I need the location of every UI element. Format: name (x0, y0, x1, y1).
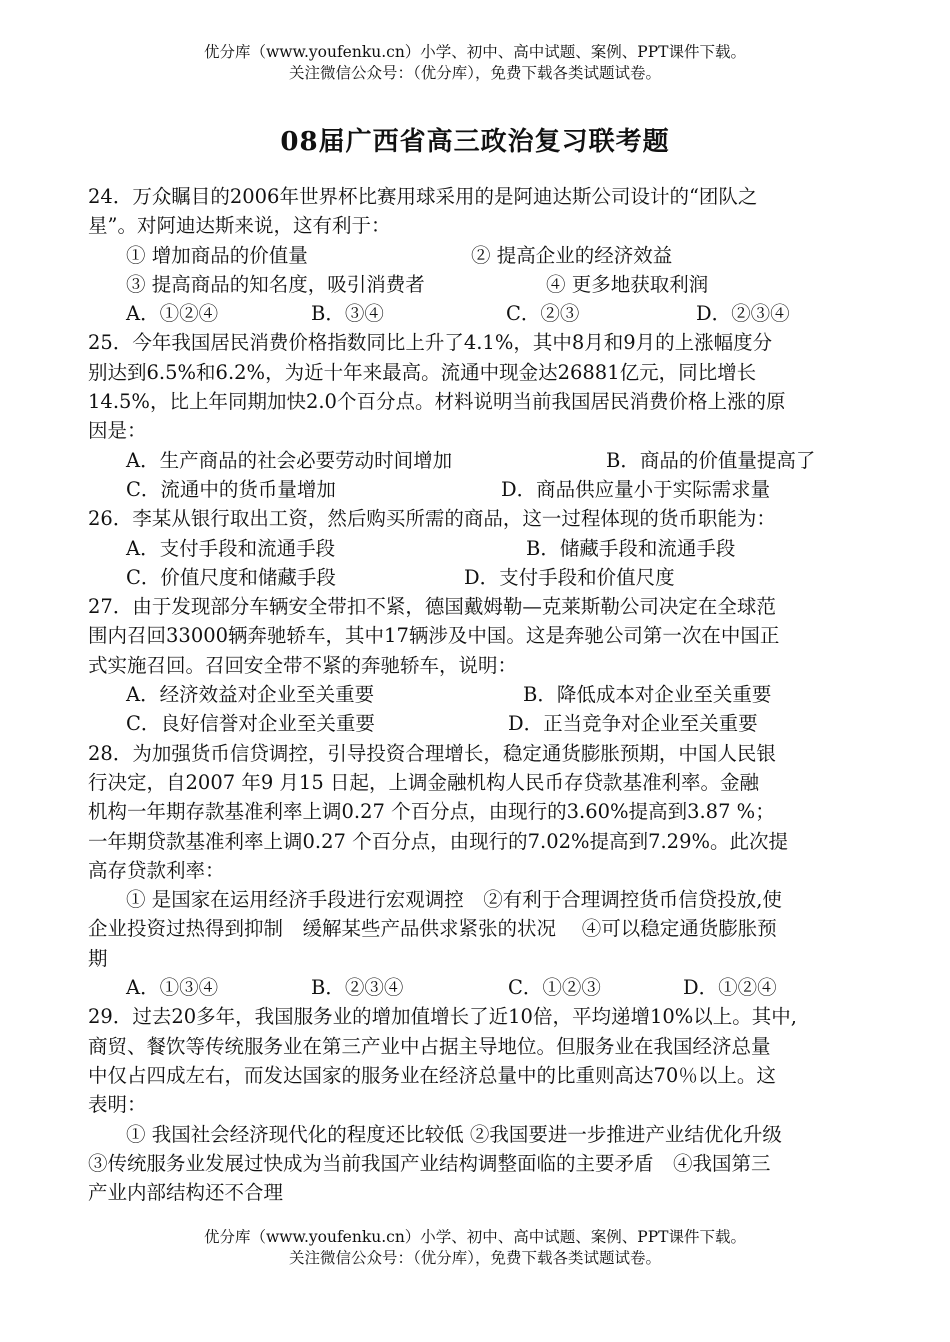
q24-stem-1: 24．万众瞩目的2006年世界杯比赛用球采用的是阿迪达斯公司设计的“团队之 (88, 185, 758, 208)
q25-options-row-2 (88, 475, 868, 504)
q29-stem-1: 29．过去20多年，我国服务业的增加值增长了近10倍，平均递增10%以上。其中, (88, 1005, 797, 1029)
q27-options-row-1 (88, 680, 868, 709)
question-body (88, 182, 868, 1207)
q29-statement-3: 产业内部结构还不合理 (88, 1181, 284, 1205)
q27-options-row-2 (88, 709, 868, 738)
q25-stem-1: 25．今年我国居民消费价格指数同比上升了4.1%，其中8月和9月的上涨幅度分 (88, 331, 773, 355)
q26-option-a: A．支付手段和流通手段 (126, 536, 336, 560)
q26-options-row-2 (88, 563, 868, 592)
q24-statement-2: ② 提高企业的经济效益 (471, 243, 673, 267)
q27-option-d: D．正当竞争对企业至关重要 (508, 712, 758, 736)
q24-stem-2: 星”。对阿迪达斯来说，这有利于： (88, 214, 391, 238)
q29-stem-4: 表明： (88, 1093, 147, 1117)
q29-stem-2: 商贸、餐饮等传统服务业在第三产业中占据主导地位。但服务业在我国经济总量 (88, 1034, 771, 1058)
q28-stem-1: 28．为加强货币信贷调控，引导投资合理增长，稳定通货膨胀预期，中国人民银 (88, 741, 776, 765)
q27-option-c: C．良好信誉对企业至关重要 (126, 712, 375, 736)
q29-statement-2: ③传统服务业发展过快成为当前我国产业结构调整面临的主要矛盾 ④我国第三 (88, 1151, 771, 1175)
q24-statements-row-2 (88, 270, 868, 299)
page-title: 08届广西省高三政治复习联考题 (280, 127, 670, 157)
q28-statement-3: 期 (88, 946, 108, 970)
q28-options (88, 973, 868, 1002)
q28-stem-2: 行决定，自2007 年9 月15 日起，上调金融机构人民币存贷款基准利率。金融 (88, 770, 759, 794)
q28-stem-4: 一年期贷款基准利率上调0.27 个百分点，由现行的7.02%提高到7.29%。此次提 (88, 829, 789, 853)
q25-stem-3: 14.5%，比上年同期加快2.0个百分点。材料说明当前我国居民消费价格上涨的原 (88, 390, 786, 414)
q27-stem-1: 27．由于发现部分车辆安全带扣不紧，德国戴姆勒—克莱斯勒公司决定在全球范 (88, 595, 776, 619)
q25-options-row-1 (88, 446, 868, 475)
q24-statement-4: ④ 更多地获取利润 (546, 272, 709, 296)
q28-statement-1: ① 是国家在运用经济手段进行宏观调控 ②有利于合理调控货币信贷投放,使 (126, 888, 782, 912)
q24-option-b: B．③④ (311, 302, 384, 326)
q24-option-a: A．①②④ (126, 302, 219, 326)
q24-statements-row-1 (88, 241, 868, 270)
q25-stem-2: 别达到6.5%和6.2%，为近十年来最高。流通中现金达26881亿元，同比增长 (88, 360, 757, 384)
q24-options (88, 299, 868, 328)
q28-stem-5: 高存贷款利率： (88, 858, 225, 882)
q24-statement-1: ① 增加商品的价值量 (126, 243, 308, 267)
q25-option-a: A．生产商品的社会必要劳动时间增加 (126, 448, 453, 472)
q27-stem-2: 围内召回33000辆奔驰轿车，其中17辆涉及中国。这是奔驰公司第一次在中国正 (88, 624, 780, 648)
q24-option-c: C．②③ (506, 302, 580, 326)
q28-option-d: D．①②④ (683, 976, 777, 1000)
q27-option-b: B．降低成本对企业至关重要 (523, 683, 772, 707)
q29-stem-3: 中仅占四成左右，而发达国家的服务业在经济总量中的比重则高达70％以上。这 (88, 1063, 776, 1087)
header-line-2: 关注微信公众号：（优分库），免费下载各类试题试卷。 (288, 64, 661, 82)
q24-statement-3: ③ 提高商品的知名度，吸引消费者 (126, 272, 425, 296)
q28-statement-2: 企业投资过热得到抑制 缓解某些产品供求紧张的状况 ④可以稳定通货膨胀预 (88, 917, 777, 941)
q26-option-c: C．价值尺度和储藏手段 (126, 565, 336, 589)
q27-option-a: A．经济效益对企业至关重要 (126, 683, 375, 707)
page-footer (0, 1227, 950, 1269)
q26-option-d: D．支付手段和价值尺度 (464, 565, 675, 589)
q25-option-b: B．商品的价值量提高了 (606, 448, 816, 472)
q29-statement-1: ① 我国社会经济现代化的程度还比较低 ②我国要进一步推进产业结优化升级 (126, 1122, 782, 1146)
q25-stem-4: 因是： (88, 419, 147, 443)
footer-line-2: 关注微信公众号：（优分库），免费下载各类试题试卷。 (288, 1249, 661, 1267)
q26-option-b: B．储藏手段和流通手段 (526, 536, 736, 560)
q28-option-a: A．①③④ (126, 976, 219, 1000)
q24-option-d: D．②③④ (696, 302, 790, 326)
footer-line-1: 优分库（www.youfenku.cn）小学、初中、高中试题、案例、PPT课件下载。 (203, 1228, 747, 1246)
q28-option-c: C．①②③ (508, 976, 601, 1000)
q28-option-b: B．②③④ (311, 976, 404, 1000)
q26-options-row-1 (88, 534, 868, 563)
header-line-1: 优分库（www.youfenku.cn）小学、初中、高中试题、案例、PPT课件下载。 (203, 43, 747, 61)
q25-option-c: C．流通中的货币量增加 (126, 477, 336, 501)
q28-stem-3: 机构一年期存款基准利率上调0.27 个百分点，由现行的3.60%提高到3.87 %； (88, 800, 775, 824)
page-header (0, 42, 950, 84)
q26-stem-1: 26．李某从银行取出工资，然后购买所需的商品，这一过程体现的货币职能为： (88, 507, 776, 531)
q27-stem-3: 式实施召回。召回安全带不紧的奔驰轿车，说明： (88, 653, 518, 677)
q25-option-d: D．商品供应量小于实际需求量 (501, 477, 771, 501)
